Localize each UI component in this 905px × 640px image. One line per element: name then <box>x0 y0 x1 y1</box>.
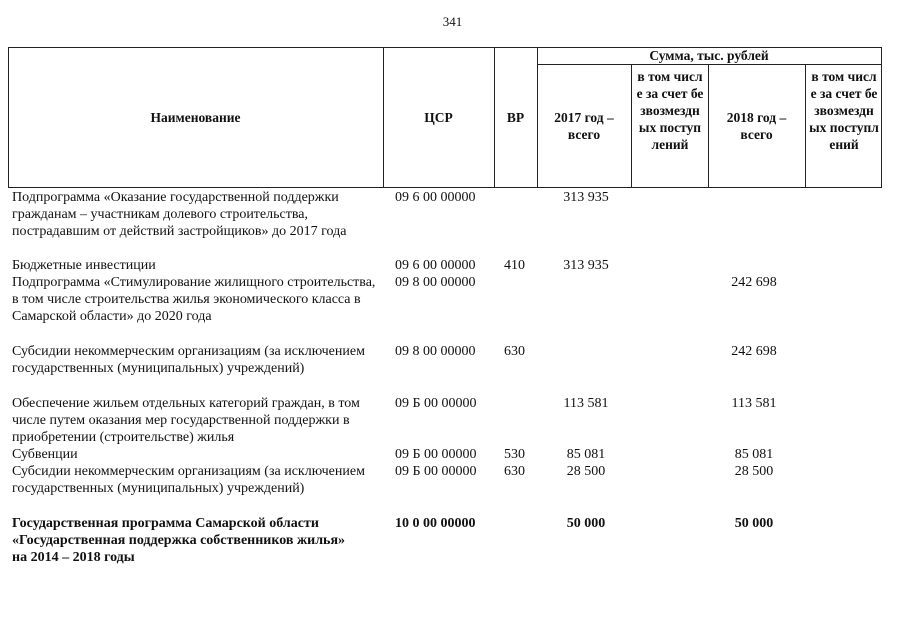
row-sum-2018: 113 581 <box>731 396 777 411</box>
header-2017-total: 2017 год – всего <box>554 109 614 142</box>
header-2018-free: в том числе за счет безвозмездных поступлений <box>809 69 879 152</box>
row-vr: 410 <box>504 258 525 273</box>
row-name: Подпрограмма «Стимулирование жилищного строительства, в том числе строительства жилья экономического класса в Самарской области» до 2020 года <box>12 275 376 324</box>
row-csr: 09 Б 00 00000 <box>395 464 477 479</box>
row-name: Субсидии некоммерческим организациям (за исключением государственных (муниципальных) учреждений) <box>12 464 365 496</box>
row-csr: 09 6 00 00000 <box>395 258 476 273</box>
row-name: Субвенции <box>12 447 78 462</box>
row-name: Субсидии некоммерческим организациям (за исключением государственных (муниципальных) учреждений) <box>12 344 365 376</box>
page-number: 341 <box>442 14 463 29</box>
row-vr: 630 <box>504 344 525 359</box>
col-divider-7 <box>805 64 806 187</box>
row-sum-2017: 313 935 <box>563 258 609 273</box>
col-divider-5 <box>631 64 632 187</box>
row-vr: 630 <box>504 464 525 479</box>
row-sum-2018: 50 000 <box>734 516 774 531</box>
row-sum-2017: 113 581 <box>563 396 609 411</box>
header-name: Наименование <box>150 109 241 125</box>
col-divider-8 <box>881 47 882 187</box>
row-name: Государственная программа Самарской области «Государственная поддержка собственников жилья» на 2014 – 2018 годы <box>12 516 346 565</box>
header-2018-total: 2018 год – всего <box>726 109 787 142</box>
col-divider-4 <box>537 47 538 187</box>
row-sum-2018: 242 698 <box>731 344 777 359</box>
row-sum-2017: 28 500 <box>566 464 606 479</box>
header-sum: Сумма, тыс. рублей <box>649 48 769 63</box>
row-name: Бюджетные инвестиции <box>12 258 156 273</box>
row-sum-2017: 85 081 <box>566 447 606 462</box>
row-sum-2017: 50 000 <box>566 516 606 531</box>
row-csr: 09 6 00 00000 <box>395 190 476 205</box>
row-sum-2018: 28 500 <box>734 464 774 479</box>
row-name: Обеспечение жильем отдельных категорий граждан, в том числе путем оказания мер государственной поддержки в приобретении (строительстве) жилья <box>12 396 360 445</box>
header-vr: ВР <box>506 109 525 125</box>
col-divider-6 <box>708 64 709 187</box>
row-name: Подпрограмма «Оказание государственной поддержки гражданам – участникам долевого строительства, пострадавшим от действий застройщиков» до 2017 года <box>12 190 347 239</box>
row-sum-2017: 313 935 <box>563 190 609 205</box>
header-bottom-border <box>8 187 882 188</box>
header-csr: ЦСР <box>424 109 453 125</box>
row-csr: 09 8 00 00000 <box>395 275 476 290</box>
header-2017-free: в том числе за счет безвозмездных поступлений <box>636 69 704 152</box>
row-sum-2018: 242 698 <box>731 275 777 290</box>
row-sum-2018: 85 081 <box>734 447 774 462</box>
row-vr: 530 <box>504 447 525 462</box>
row-csr: 09 8 00 00000 <box>395 344 476 359</box>
row-csr: 09 Б 00 00000 <box>395 396 477 411</box>
row-csr: 09 Б 00 00000 <box>395 447 477 462</box>
row-csr: 10 0 00 00000 <box>395 516 476 531</box>
